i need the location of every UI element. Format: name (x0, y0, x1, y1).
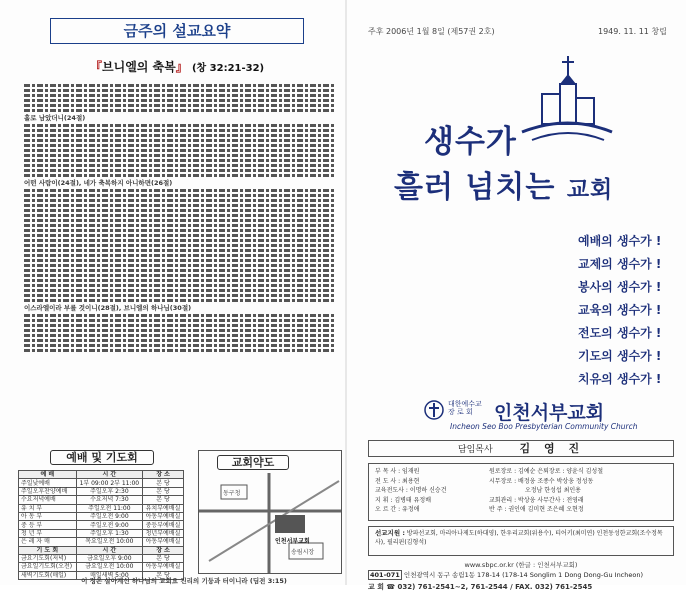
table-row: 금요일기도회(오전) 금요일오전 10:00 아동부예배실 (19, 563, 184, 571)
prayer-header-name: 기 도 회 (19, 546, 77, 554)
service-header-time: 시 간 (76, 471, 142, 479)
denomination (448, 400, 482, 416)
map-title: 교회약도 (217, 455, 289, 470)
church-phone: 교 회 ☎ 032) 761-2541~2, 761-2544 / FAX. 032) 761-2545 (368, 583, 593, 591)
slogan-item: 기도의 생수가 ! (578, 349, 662, 363)
mission-box (368, 526, 674, 556)
staff-line: 전 도 사 : 최용현 (375, 477, 420, 485)
map-drawing (199, 451, 341, 573)
table-row: 금요기도회(저녁) 금요일오후 9:00 본 당 (19, 554, 184, 562)
sermon-closing: 이 정은 살아계신 하나님의 교회요 진리의 기둥과 터이니라 (딤전 3:15) (81, 577, 287, 585)
slogan-list (578, 232, 661, 393)
table-row: 중 등 부 주일오전 9:00 중등부예배실 (19, 521, 184, 529)
church-name: 인천서부교회 (494, 402, 605, 424)
staff-line: 반 주 : 권인애 김미현 조은혜 오현정 (489, 506, 584, 513)
table-row: 주일오후찬양예배 주일오후 2:30 본 당 (19, 487, 184, 495)
service-header-place: 장 소 (143, 471, 184, 479)
prayer-header-place: 장 소 (143, 546, 184, 554)
issue-date: 주후 2006년 1월 8일 (제57권 2호) (368, 27, 495, 36)
service-schedule (18, 450, 184, 578)
sermon-subheading-1: 홀로 남았더니(24절) (24, 114, 86, 122)
service-title: 예배 및 기도회 (50, 450, 154, 465)
staff-line: 시무장로 : 배정웅 조종수 박상웅 정성동 (489, 477, 594, 485)
table-row: 주일낮예배 1부 09:00 2부 11:00 본 당 (19, 479, 184, 487)
mission-text: 방파선교회, 마리아나제도(하대영), 한우리교회(위용수), 티어키(최미연) 인천동성한교회(조수정목사), 필리핀(김형석) (375, 530, 663, 546)
church-map (198, 450, 342, 574)
pastor-box (368, 440, 674, 457)
right-panel (354, 8, 680, 591)
left-panel (10, 8, 340, 585)
table-row: 은 레 자 매 목요일오전 10:00 아동부예배실 (19, 538, 184, 546)
staff-col-2 (489, 467, 603, 515)
service-table (18, 470, 184, 580)
table-row: 새벽기도회(매일) 매일새벽 5:00 본 당 (19, 571, 184, 579)
staff-col-1 (375, 467, 447, 515)
denomination-line2: 장 로 회 (448, 408, 473, 416)
sermon-subheading-3: 이스라엘이라 부를 것이니(28절), 브니엘의 하나님(30절) (24, 304, 192, 312)
church-address (368, 570, 674, 580)
prayer-header-time: 시 간 (76, 546, 142, 554)
address-text: 인천광역시 동구 송림1동 178-14 (178-14 Songlim 1 Dong Dong-Gu Incheon) (403, 571, 644, 579)
slogan-item: 치유의 생수가 ! (578, 372, 662, 386)
staff-line: 오정남 한성섭 최인용 (525, 487, 581, 494)
map-label-church: 인천서부교회 (275, 538, 310, 545)
slogan-item: 교제의 생수가 ! (578, 257, 662, 271)
sermon-body (24, 82, 336, 442)
slogan-item: 전도의 생수가 ! (578, 326, 662, 340)
slogan-item: 봉사의 생수가 ! (578, 280, 662, 294)
service-header-name: 예 배 (19, 471, 77, 479)
staff-line: 지 휘 : 김병태 유정배 (375, 496, 432, 504)
map-label-market: 송림시장 (291, 549, 315, 556)
slogan-item: 교육의 생수가 ! (578, 303, 662, 317)
church-english-name: Incheon Seo Boo Presbyterian Community Church (450, 422, 638, 431)
sermon-subheading-2: 어떤 사람이(24절), 네가 축복하지 아니하면(26절) (24, 179, 173, 187)
fold-line (345, 0, 347, 585)
table-row: 아 동 부 주일오전 9:00 아동부예배실 (19, 512, 184, 520)
table-row: 수요저녁예배 수요저녁 7:30 본 당 (19, 496, 184, 504)
church-emblem-icon (424, 400, 444, 420)
pastor-label: 담임목사 (457, 445, 493, 455)
pastor-name: 김 영 진 (519, 442, 585, 455)
staff-line: 교육전도사 : 이명하 신승건 (375, 487, 447, 494)
founded-date: 1949. 11. 11 창립 (598, 27, 667, 36)
headline-line2-main: 흘러 넘치는 (394, 170, 556, 205)
headline-line2-church: 교회 (566, 176, 614, 203)
sermon-title-text: 브니엘의 축복 (102, 60, 176, 74)
mission-label: 선교지원 : (375, 529, 405, 537)
denomination-line1: 대한예수교 (448, 400, 482, 408)
table-row: 청 년 부 주일오후 1:30 청년부예배실 (19, 529, 184, 537)
slogan-item: 예배의 생수가 ! (578, 234, 662, 248)
sermon-reference: (창 32:21-32) (191, 63, 265, 74)
staff-line: 원로장로 : 김예순 은퇴장로 : 양윤식 김성철 (489, 468, 604, 475)
church-website[interactable]: www.sbpc.or.kr (한글 : 인천서부교회) (464, 561, 578, 569)
headline-line2 (394, 162, 613, 206)
staff-line: 오 르 간 : 유정애 (375, 506, 420, 513)
table-row: 유 치 부 주일오전 11:00 유치부예배실 (19, 504, 184, 512)
headline-line1: 생수가 (424, 124, 517, 160)
staff-box (368, 463, 674, 521)
sermon-title: 『브니엘의 축복』 (창 32:21-32) (90, 60, 265, 74)
zip-code: 401-071 (370, 571, 400, 579)
sermon-header: 금주의 설교요약 (50, 18, 304, 44)
church-building-icon (512, 54, 622, 144)
staff-line: 부 목 사 : 임재원 (375, 468, 420, 475)
map-label-office: 동구청 (223, 490, 241, 497)
staff-line: 교회관리 : 박상웅 사무간사 : 전영래 (489, 496, 584, 504)
